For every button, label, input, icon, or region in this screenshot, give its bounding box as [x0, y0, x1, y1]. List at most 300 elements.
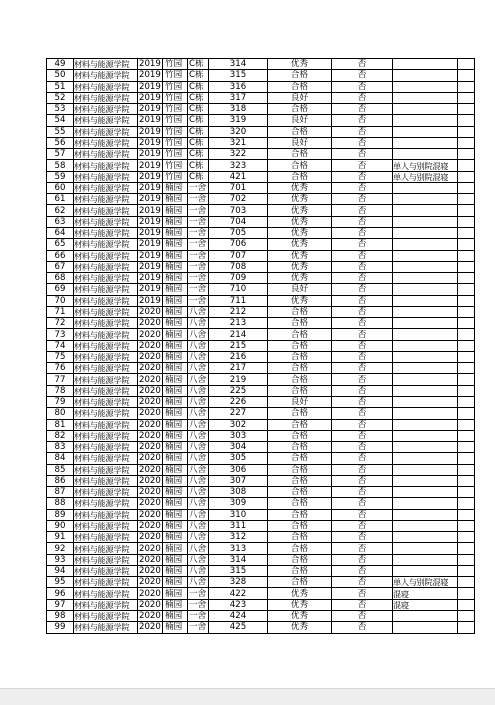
- cell-room[interactable]: 311: [209, 520, 268, 531]
- cell-room[interactable]: 313: [209, 543, 268, 554]
- cell-building[interactable]: 一舍: [188, 273, 209, 284]
- cell-campus[interactable]: 楠园: [163, 194, 188, 205]
- cell-remark[interactable]: [393, 92, 458, 103]
- cell-extra[interactable]: [458, 498, 475, 509]
- cell-room[interactable]: 215: [209, 340, 268, 351]
- cell-extra[interactable]: [458, 306, 475, 317]
- cell-row-number[interactable]: 74: [47, 340, 74, 351]
- cell-flag[interactable]: 否: [332, 295, 393, 306]
- cell-building[interactable]: 八舍: [188, 408, 209, 419]
- cell-flag[interactable]: 否: [332, 588, 393, 599]
- cell-row-number[interactable]: 93: [47, 554, 74, 565]
- cell-building[interactable]: 一舍: [188, 205, 209, 216]
- cell-row-number[interactable]: 87: [47, 487, 74, 498]
- cell-row-number[interactable]: 60: [47, 182, 74, 193]
- cell-extra[interactable]: [458, 205, 475, 216]
- cell-year[interactable]: 2019: [139, 137, 161, 148]
- cell-extra[interactable]: [458, 408, 475, 419]
- cell-college[interactable]: 材料与能源学院: [74, 408, 138, 419]
- cell-flag[interactable]: 否: [332, 115, 393, 126]
- cell-flag[interactable]: 否: [332, 565, 393, 576]
- cell-rating[interactable]: 优秀: [268, 611, 332, 622]
- cell-room[interactable]: 328: [209, 577, 268, 588]
- cell-college[interactable]: 材料与能源学院: [74, 554, 138, 565]
- cell-year[interactable]: 2020: [139, 408, 161, 419]
- cell-year[interactable]: 2019: [139, 250, 161, 261]
- cell-row-number[interactable]: 75: [47, 351, 74, 362]
- cell-flag[interactable]: 否: [332, 340, 393, 351]
- cell-building[interactable]: C栋: [188, 137, 209, 148]
- cell-room[interactable]: 305: [209, 453, 268, 464]
- cell-campus[interactable]: 竹园: [163, 59, 188, 70]
- cell-row-number[interactable]: 72: [47, 318, 74, 329]
- cell-building[interactable]: C栋: [188, 92, 209, 103]
- cell-rating[interactable]: 合格: [268, 171, 332, 182]
- cell-building[interactable]: 八舍: [188, 498, 209, 509]
- cell-rating[interactable]: 合格: [268, 453, 332, 464]
- cell-extra[interactable]: [458, 160, 475, 171]
- cell-college[interactable]: 材料与能源学院: [74, 532, 138, 543]
- cell-row-number[interactable]: 71: [47, 306, 74, 317]
- cell-year[interactable]: 2019: [139, 284, 161, 295]
- cell-year[interactable]: 2020: [139, 543, 161, 554]
- cell-year[interactable]: 2019: [139, 194, 161, 205]
- cell-college[interactable]: 材料与能源学院: [74, 464, 138, 475]
- cell-remark[interactable]: [393, 250, 458, 261]
- cell-row-number[interactable]: 69: [47, 284, 74, 295]
- cell-campus[interactable]: 楠园: [163, 565, 188, 576]
- cell-flag[interactable]: 否: [332, 611, 393, 622]
- cell-remark[interactable]: [393, 498, 458, 509]
- cell-college[interactable]: 材料与能源学院: [74, 453, 138, 464]
- cell-remark[interactable]: [393, 543, 458, 554]
- cell-rating[interactable]: 优秀: [268, 295, 332, 306]
- cell-flag[interactable]: 否: [332, 396, 393, 407]
- cell-year[interactable]: 2019: [139, 104, 161, 115]
- cell-year[interactable]: 2020: [139, 453, 161, 464]
- cell-room[interactable]: 322: [209, 149, 268, 160]
- cell-room[interactable]: 321: [209, 137, 268, 148]
- cell-room[interactable]: 307: [209, 475, 268, 486]
- cell-rating[interactable]: 优秀: [268, 599, 332, 610]
- cell-building[interactable]: 八舍: [188, 453, 209, 464]
- cell-rating[interactable]: 良好: [268, 115, 332, 126]
- cell-college[interactable]: 材料与能源学院: [74, 351, 138, 362]
- cell-room[interactable]: 323: [209, 160, 268, 171]
- cell-room[interactable]: 310: [209, 509, 268, 520]
- cell-row-number[interactable]: 92: [47, 543, 74, 554]
- cell-row-number[interactable]: 97: [47, 599, 74, 610]
- cell-college[interactable]: 材料与能源学院: [74, 318, 138, 329]
- cell-building[interactable]: 一舍: [188, 588, 209, 599]
- cell-room[interactable]: 319: [209, 115, 268, 126]
- cell-flag[interactable]: 否: [332, 284, 393, 295]
- cell-extra[interactable]: [458, 81, 475, 92]
- cell-rating[interactable]: 优秀: [268, 227, 332, 238]
- cell-year[interactable]: 2019: [139, 183, 161, 194]
- cell-row-number[interactable]: 70: [47, 295, 74, 306]
- cell-campus[interactable]: 竹园: [163, 81, 188, 92]
- cell-extra[interactable]: [458, 622, 475, 633]
- cell-college[interactable]: 材料与能源学院: [74, 92, 138, 103]
- cell-year[interactable]: 2019: [139, 228, 161, 239]
- cell-rating[interactable]: 合格: [268, 70, 332, 81]
- cell-room[interactable]: 421: [209, 171, 268, 182]
- cell-campus[interactable]: 楠园: [163, 340, 188, 351]
- cell-building[interactable]: 八舍: [188, 509, 209, 520]
- cell-campus[interactable]: 楠园: [163, 577, 188, 588]
- cell-row-number[interactable]: 51: [47, 81, 74, 92]
- cell-rating[interactable]: 合格: [268, 565, 332, 576]
- cell-flag[interactable]: 否: [332, 104, 393, 115]
- cell-extra[interactable]: [458, 261, 475, 272]
- cell-flag[interactable]: 否: [332, 329, 393, 340]
- cell-extra[interactable]: [458, 104, 475, 115]
- cell-building[interactable]: 八舍: [188, 520, 209, 531]
- cell-remark[interactable]: [393, 520, 458, 531]
- cell-extra[interactable]: [458, 464, 475, 475]
- cell-campus[interactable]: 楠园: [163, 464, 188, 475]
- cell-year[interactable]: 2020: [139, 385, 161, 396]
- cell-building[interactable]: 一舍: [188, 261, 209, 272]
- cell-row-number[interactable]: 81: [47, 419, 74, 430]
- cell-campus[interactable]: 竹园: [163, 115, 188, 126]
- cell-year[interactable]: 2019: [139, 273, 161, 284]
- cell-flag[interactable]: 否: [332, 453, 393, 464]
- cell-year[interactable]: 2020: [139, 532, 161, 543]
- cell-campus[interactable]: 楠园: [163, 554, 188, 565]
- cell-extra[interactable]: [458, 396, 475, 407]
- cell-college[interactable]: 材料与能源学院: [74, 588, 138, 599]
- cell-college[interactable]: 材料与能源学院: [74, 622, 138, 633]
- cell-flag[interactable]: 否: [332, 363, 393, 374]
- cell-flag[interactable]: 否: [332, 171, 393, 182]
- cell-remark[interactable]: [393, 509, 458, 520]
- cell-flag[interactable]: 否: [332, 419, 393, 430]
- cell-flag[interactable]: 否: [332, 520, 393, 531]
- cell-year[interactable]: 2020: [139, 622, 161, 633]
- cell-year[interactable]: 2019: [139, 149, 161, 160]
- cell-rating[interactable]: 良好: [268, 92, 332, 103]
- cell-remark[interactable]: [393, 340, 458, 351]
- cell-campus[interactable]: 楠园: [163, 363, 188, 374]
- cell-rating[interactable]: 合格: [268, 149, 332, 160]
- cell-remark[interactable]: [393, 374, 458, 385]
- cell-rating[interactable]: 合格: [268, 509, 332, 520]
- cell-flag[interactable]: 否: [332, 194, 393, 205]
- cell-rating[interactable]: 优秀: [268, 205, 332, 216]
- cell-row-number[interactable]: 68: [47, 273, 74, 284]
- cell-campus[interactable]: 楠园: [163, 396, 188, 407]
- cell-remark[interactable]: [393, 464, 458, 475]
- cell-remark[interactable]: [393, 475, 458, 486]
- cell-rating[interactable]: 合格: [268, 126, 332, 137]
- cell-rating[interactable]: 合格: [268, 532, 332, 543]
- cell-rating[interactable]: 合格: [268, 318, 332, 329]
- cell-year[interactable]: 2020: [139, 475, 161, 486]
- cell-building[interactable]: 八舍: [188, 351, 209, 362]
- cell-row-number[interactable]: 78: [47, 385, 74, 396]
- cell-extra[interactable]: [458, 137, 475, 148]
- cell-campus[interactable]: 楠园: [163, 306, 188, 317]
- cell-campus[interactable]: 楠园: [163, 520, 188, 531]
- cell-rating[interactable]: 合格: [268, 543, 332, 554]
- cell-rating[interactable]: 优秀: [268, 194, 332, 205]
- cell-flag[interactable]: 否: [332, 216, 393, 227]
- cell-row-number[interactable]: 63: [47, 216, 74, 227]
- cell-flag[interactable]: 否: [332, 543, 393, 554]
- cell-college[interactable]: 材料与能源学院: [74, 543, 138, 554]
- cell-campus[interactable]: 竹园: [163, 104, 188, 115]
- cell-campus[interactable]: 竹园: [163, 149, 188, 160]
- cell-building[interactable]: 八舍: [188, 475, 209, 486]
- cell-building[interactable]: 一舍: [188, 227, 209, 238]
- cell-room[interactable]: 317: [209, 92, 268, 103]
- cell-campus[interactable]: 楠园: [163, 318, 188, 329]
- cell-room[interactable]: 315: [209, 565, 268, 576]
- cell-college[interactable]: 材料与能源学院: [74, 611, 138, 622]
- cell-college[interactable]: 材料与能源学院: [74, 205, 138, 216]
- cell-flag[interactable]: 否: [332, 205, 393, 216]
- cell-year[interactable]: 2019: [139, 205, 161, 216]
- cell-remark[interactable]: [393, 565, 458, 576]
- cell-row-number[interactable]: 98: [47, 611, 74, 622]
- cell-campus[interactable]: 楠园: [163, 374, 188, 385]
- cell-rating[interactable]: 优秀: [268, 622, 332, 633]
- cell-remark[interactable]: [393, 408, 458, 419]
- cell-remark[interactable]: [393, 611, 458, 622]
- cell-row-number[interactable]: 84: [47, 453, 74, 464]
- cell-flag[interactable]: 否: [332, 408, 393, 419]
- cell-remark[interactable]: [393, 396, 458, 407]
- cell-flag[interactable]: 否: [332, 532, 393, 543]
- cell-flag[interactable]: 否: [332, 227, 393, 238]
- cell-remark[interactable]: 混寝: [393, 599, 458, 610]
- cell-extra[interactable]: [458, 611, 475, 622]
- cell-year[interactable]: 2020: [139, 566, 161, 577]
- cell-row-number[interactable]: 54: [47, 115, 74, 126]
- cell-rating[interactable]: 合格: [268, 498, 332, 509]
- cell-college[interactable]: 材料与能源学院: [74, 250, 138, 261]
- cell-campus[interactable]: 竹园: [163, 92, 188, 103]
- cell-flag[interactable]: 否: [332, 149, 393, 160]
- cell-college[interactable]: 材料与能源学院: [74, 273, 138, 284]
- cell-extra[interactable]: [458, 227, 475, 238]
- cell-remark[interactable]: [393, 430, 458, 441]
- cell-college[interactable]: 材料与能源学院: [74, 227, 138, 238]
- cell-extra[interactable]: [458, 194, 475, 205]
- cell-remark[interactable]: [393, 532, 458, 543]
- cell-row-number[interactable]: 64: [47, 227, 74, 238]
- cell-year[interactable]: 2019: [139, 160, 161, 171]
- cell-remark[interactable]: [393, 554, 458, 565]
- cell-building[interactable]: 八舍: [188, 487, 209, 498]
- cell-flag[interactable]: 否: [332, 59, 393, 70]
- cell-college[interactable]: 材料与能源学院: [74, 442, 138, 453]
- cell-college[interactable]: 材料与能源学院: [74, 520, 138, 531]
- cell-year[interactable]: 2019: [139, 216, 161, 227]
- cell-year[interactable]: 2019: [139, 81, 161, 92]
- cell-building[interactable]: C栋: [188, 59, 209, 70]
- cell-rating[interactable]: 合格: [268, 442, 332, 453]
- cell-building[interactable]: 八舍: [188, 464, 209, 475]
- cell-rating[interactable]: 合格: [268, 577, 332, 588]
- cell-room[interactable]: 708: [209, 261, 268, 272]
- cell-room[interactable]: 309: [209, 498, 268, 509]
- cell-building[interactable]: 八舍: [188, 396, 209, 407]
- cell-building[interactable]: C栋: [188, 126, 209, 137]
- cell-building[interactable]: 一舍: [188, 284, 209, 295]
- cell-extra[interactable]: [458, 250, 475, 261]
- cell-campus[interactable]: 竹园: [163, 160, 188, 171]
- cell-row-number[interactable]: 95: [47, 577, 74, 588]
- cell-extra[interactable]: [458, 216, 475, 227]
- cell-college[interactable]: 材料与能源学院: [74, 284, 138, 295]
- cell-remark[interactable]: [393, 442, 458, 453]
- cell-college[interactable]: 材料与能源学院: [74, 70, 138, 81]
- cell-extra[interactable]: [458, 239, 475, 250]
- cell-campus[interactable]: 楠园: [163, 599, 188, 610]
- cell-extra[interactable]: [458, 182, 475, 193]
- cell-rating[interactable]: 合格: [268, 160, 332, 171]
- cell-year[interactable]: 2020: [139, 498, 161, 509]
- cell-year[interactable]: 2020: [139, 509, 161, 520]
- cell-building[interactable]: 一舍: [188, 599, 209, 610]
- cell-extra[interactable]: [458, 419, 475, 430]
- cell-rating[interactable]: 优秀: [268, 273, 332, 284]
- cell-room[interactable]: 705: [209, 227, 268, 238]
- cell-row-number[interactable]: 96: [47, 588, 74, 599]
- cell-college[interactable]: 材料与能源学院: [74, 104, 138, 115]
- cell-remark[interactable]: [393, 59, 458, 70]
- cell-rating[interactable]: 合格: [268, 374, 332, 385]
- cell-college[interactable]: 材料与能源学院: [74, 295, 138, 306]
- cell-extra[interactable]: [458, 115, 475, 126]
- cell-remark[interactable]: [393, 318, 458, 329]
- cell-room[interactable]: 225: [209, 385, 268, 396]
- cell-remark[interactable]: [393, 126, 458, 137]
- cell-room[interactable]: 227: [209, 408, 268, 419]
- cell-flag[interactable]: 否: [332, 137, 393, 148]
- cell-year[interactable]: 2020: [139, 419, 161, 430]
- cell-room[interactable]: 318: [209, 104, 268, 115]
- cell-year[interactable]: 2019: [139, 115, 161, 126]
- cell-year[interactable]: 2020: [139, 352, 161, 363]
- cell-campus[interactable]: 竹园: [163, 126, 188, 137]
- cell-remark[interactable]: 混寝: [393, 588, 458, 599]
- cell-extra[interactable]: [458, 171, 475, 182]
- cell-row-number[interactable]: 79: [47, 396, 74, 407]
- cell-building[interactable]: 一舍: [188, 611, 209, 622]
- cell-row-number[interactable]: 94: [47, 565, 74, 576]
- cell-extra[interactable]: [458, 374, 475, 385]
- cell-extra[interactable]: [458, 442, 475, 453]
- cell-college[interactable]: 材料与能源学院: [74, 374, 138, 385]
- cell-college[interactable]: 材料与能源学院: [74, 239, 138, 250]
- cell-remark[interactable]: 单人与别院混寝: [393, 160, 458, 171]
- cell-row-number[interactable]: 56: [47, 137, 74, 148]
- cell-room[interactable]: 706: [209, 239, 268, 250]
- cell-room[interactable]: 704: [209, 216, 268, 227]
- cell-remark[interactable]: [393, 261, 458, 272]
- cell-flag[interactable]: 否: [332, 160, 393, 171]
- cell-building[interactable]: 八舍: [188, 543, 209, 554]
- cell-rating[interactable]: 良好: [268, 396, 332, 407]
- cell-building[interactable]: 一舍: [188, 182, 209, 193]
- cell-college[interactable]: 材料与能源学院: [74, 599, 138, 610]
- cell-rating[interactable]: 优秀: [268, 216, 332, 227]
- cell-campus[interactable]: 竹园: [163, 171, 188, 182]
- cell-college[interactable]: 材料与能源学院: [74, 59, 138, 70]
- cell-room[interactable]: 707: [209, 250, 268, 261]
- cell-remark[interactable]: [393, 81, 458, 92]
- cell-row-number[interactable]: 88: [47, 498, 74, 509]
- cell-row-number[interactable]: 53: [47, 104, 74, 115]
- cell-rating[interactable]: 优秀: [268, 239, 332, 250]
- cell-campus[interactable]: 楠园: [163, 295, 188, 306]
- cell-rating[interactable]: 合格: [268, 520, 332, 531]
- cell-room[interactable]: 701: [209, 182, 268, 193]
- cell-building[interactable]: 八舍: [188, 340, 209, 351]
- cell-remark[interactable]: [393, 295, 458, 306]
- cell-flag[interactable]: 否: [332, 599, 393, 610]
- cell-flag[interactable]: 否: [332, 126, 393, 137]
- cell-year[interactable]: 2020: [139, 430, 161, 441]
- cell-rating[interactable]: 合格: [268, 351, 332, 362]
- cell-building[interactable]: C栋: [188, 171, 209, 182]
- cell-year[interactable]: 2019: [139, 92, 161, 103]
- cell-room[interactable]: 711: [209, 295, 268, 306]
- cell-room[interactable]: 219: [209, 374, 268, 385]
- cell-room[interactable]: 314: [209, 59, 268, 70]
- cell-building[interactable]: 八舍: [188, 419, 209, 430]
- cell-room[interactable]: 226: [209, 396, 268, 407]
- cell-extra[interactable]: [458, 149, 475, 160]
- cell-extra[interactable]: [458, 363, 475, 374]
- cell-remark[interactable]: [393, 227, 458, 238]
- cell-remark[interactable]: [393, 115, 458, 126]
- cell-flag[interactable]: 否: [332, 509, 393, 520]
- cell-row-number[interactable]: 86: [47, 475, 74, 486]
- cell-college[interactable]: 材料与能源学院: [74, 216, 138, 227]
- cell-extra[interactable]: [458, 520, 475, 531]
- cell-flag[interactable]: 否: [332, 374, 393, 385]
- cell-college[interactable]: 材料与能源学院: [74, 306, 138, 317]
- cell-college[interactable]: 材料与能源学院: [74, 577, 138, 588]
- cell-row-number[interactable]: 62: [47, 205, 74, 216]
- cell-extra[interactable]: [458, 554, 475, 565]
- cell-year[interactable]: 2020: [139, 554, 161, 565]
- cell-rating[interactable]: 合格: [268, 408, 332, 419]
- cell-remark[interactable]: [393, 487, 458, 498]
- cell-year[interactable]: 2020: [139, 599, 161, 610]
- cell-row-number[interactable]: 91: [47, 532, 74, 543]
- cell-room[interactable]: 709: [209, 273, 268, 284]
- cell-building[interactable]: 八舍: [188, 430, 209, 441]
- cell-room[interactable]: 424: [209, 611, 268, 622]
- cell-flag[interactable]: 否: [332, 273, 393, 284]
- cell-campus[interactable]: 楠园: [163, 205, 188, 216]
- cell-flag[interactable]: 否: [332, 385, 393, 396]
- cell-building[interactable]: 八舍: [188, 385, 209, 396]
- cell-college[interactable]: 材料与能源学院: [74, 182, 138, 193]
- cell-rating[interactable]: 合格: [268, 81, 332, 92]
- cell-rating[interactable]: 良好: [268, 137, 332, 148]
- cell-extra[interactable]: [458, 351, 475, 362]
- cell-room[interactable]: 315: [209, 70, 268, 81]
- cell-campus[interactable]: 楠园: [163, 385, 188, 396]
- cell-row-number[interactable]: 58: [47, 160, 74, 171]
